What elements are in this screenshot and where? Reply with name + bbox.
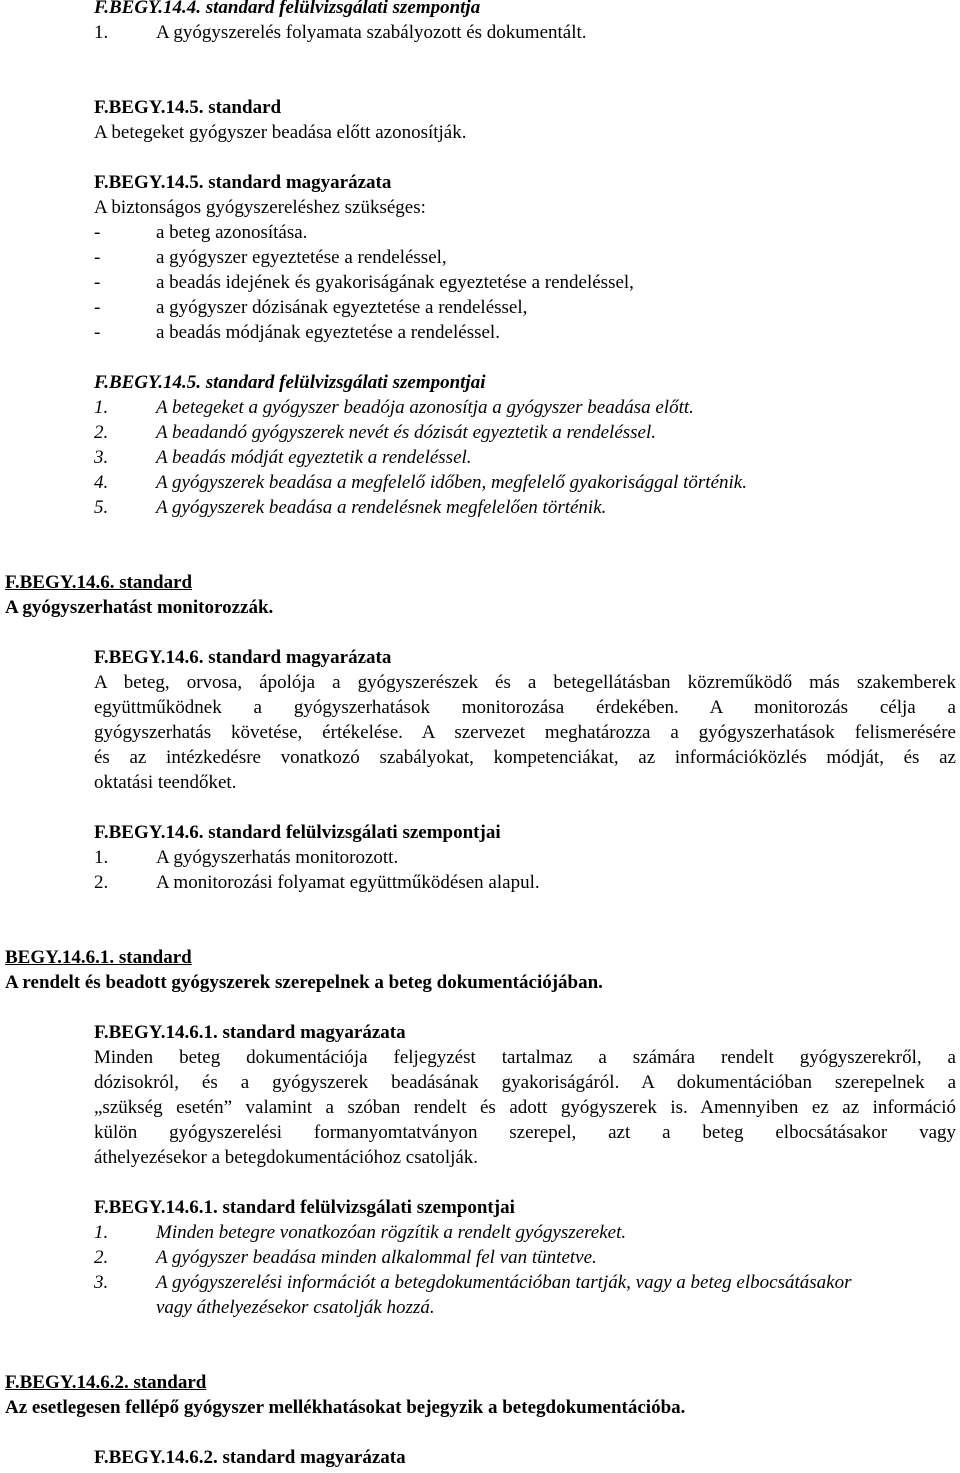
item-number: 2. (94, 872, 109, 893)
bullet-text: a beadás idejének és gyakoriságának egyeztetése a rendeléssel, (156, 272, 634, 293)
item-text: A gyógyszerelési információt a betegdokumentációban tartják, vagy a beteg elbocsátásakor (156, 1272, 852, 1293)
item-text: A gyógyszerek beadása a megfelelő időben, megfelelő gyakorisággal történik. (156, 472, 747, 493)
standard-title: A betegeket gyógyszer beadása előtt azonosítják. (94, 122, 467, 143)
bullet-dash: - (94, 322, 101, 343)
standard-title: A rendelt és beadott gyógyszerek szerepelnek a beteg dokumentációjában. (5, 972, 603, 993)
paragraph-line: A beteg, orvosa, ápolója a gyógyszerészek és a betegellátásban közreműködő más szakemberek (94, 672, 956, 693)
item-text: A betegeket a gyógyszer beadója azonosítja a gyógyszer beadása előtt. (156, 397, 694, 418)
item-text: A beadás módját egyeztetik a rendeléssel. (156, 447, 472, 468)
item-text: A gyógyszerelés folyamata szabályozott és dokumentált. (156, 22, 587, 43)
item-text: A beadandó gyógyszerek nevét és dózisát egyeztetik a rendeléssel. (156, 422, 657, 443)
review-heading: F.BEGY.14.6.1. standard felülvizsgálati szempontjai (94, 1197, 515, 1218)
standard-title: A gyógyszerhatást monitorozzák. (5, 597, 274, 618)
paragraph-line: Minden beteg dokumentációja feljegyzést tartalmaz a számára rendelt gyógyszerekről, a (94, 1047, 956, 1068)
bullet-text: a beteg azonosítása. (156, 222, 308, 243)
item-text: A gyógyszerek beadása a rendelésnek megfelelően történik. (156, 497, 607, 518)
item-number: 2. (94, 422, 109, 443)
explanation-intro: A biztonságos gyógyszereléshez szükséges: (94, 197, 426, 218)
paragraph-line: együttműködnek a gyógyszerhatások monitorozása érdekében. A monitorozás célja a (94, 697, 956, 718)
item-number: 3. (94, 447, 109, 468)
item-text: A gyógyszerhatás monitorozott. (156, 847, 399, 868)
item-text: Minden betegre vonatkozóan rögzítik a rendelt gyógyszereket. (156, 1222, 627, 1243)
paragraph-line: „szükség esetén” valamint a szóban rendelt és adott gyógyszerek is. Amennyiben ez az információ (94, 1097, 956, 1118)
item-number: 1. (94, 22, 109, 43)
item-text: A monitorozási folyamat együttműködésen alapul. (156, 872, 540, 893)
explanation-heading: F.BEGY.14.6.2. standard magyarázata (94, 1447, 406, 1468)
item-text: A gyógyszer beadása minden alkalommal fel van tüntetve. (156, 1247, 597, 1268)
bullet-text: a gyógyszer dózisának egyeztetése a rendeléssel, (156, 297, 528, 318)
standard-code: BEGY.14.6.1. standard (5, 947, 192, 968)
item-number: 1. (94, 847, 109, 868)
paragraph-line: áthelyezésekor a betegdokumentációhoz csatolják. (94, 1147, 479, 1168)
paragraph-line: oktatási teendőket. (94, 772, 237, 793)
bullet-dash: - (94, 247, 101, 268)
standard-code: F.BEGY.14.6.2. standard (5, 1372, 207, 1393)
explanation-heading: F.BEGY.14.5. standard magyarázata (94, 172, 392, 193)
paragraph-line: dózisokról, és a gyógyszerek beadásának gyakoriságáról. A dokumentációban szerepelnek a (94, 1072, 956, 1093)
bullet-text: a beadás módjának egyeztetése a rendeléssel. (156, 322, 500, 343)
paragraph-line: és az intézkedésre vonatkozó szabályokat, kompetenciákat, az információközlés módját, és az (94, 747, 956, 768)
item-number: 1. (94, 397, 109, 418)
standard-title: Az esetlegesen fellépő gyógyszer mellékhatásokat bejegyzik a betegdokumentációba. (5, 1397, 686, 1418)
standard-code: F.BEGY.14.5. standard (94, 97, 282, 118)
item-number: 3. (94, 1272, 109, 1293)
explanation-heading: F.BEGY.14.6. standard magyarázata (94, 647, 392, 668)
item-number: 1. (94, 1222, 109, 1243)
bullet-dash: - (94, 297, 101, 318)
paragraph-line: külön gyógyszerelési formanyomtatványon szerepel, azt a beteg elbocsátásakor vagy (94, 1122, 956, 1143)
explanation-heading: F.BEGY.14.6.1. standard magyarázata (94, 1022, 406, 1043)
review-heading: F.BEGY.14.6. standard felülvizsgálati szempontjai (94, 822, 501, 843)
bullet-text: a gyógyszer egyeztetése a rendeléssel, (156, 247, 447, 268)
item-number: 5. (94, 497, 109, 518)
bullet-dash: - (94, 272, 101, 293)
item-number: 4. (94, 472, 109, 493)
section-heading: F.BEGY.14.4. standard felülvizsgálati szempontja (94, 0, 481, 18)
item-number: 2. (94, 1247, 109, 1268)
paragraph-line: gyógyszerhatás követése, értékelése. A szervezet meghatározza a gyógyszerhatások felismerésére (94, 722, 956, 743)
item-text: vagy áthelyezésekor csatolják hozzá. (156, 1297, 435, 1318)
bullet-dash: - (94, 222, 101, 243)
review-heading: F.BEGY.14.5. standard felülvizsgálati szempontjai (94, 372, 486, 393)
standard-code: F.BEGY.14.6. standard (5, 572, 193, 593)
